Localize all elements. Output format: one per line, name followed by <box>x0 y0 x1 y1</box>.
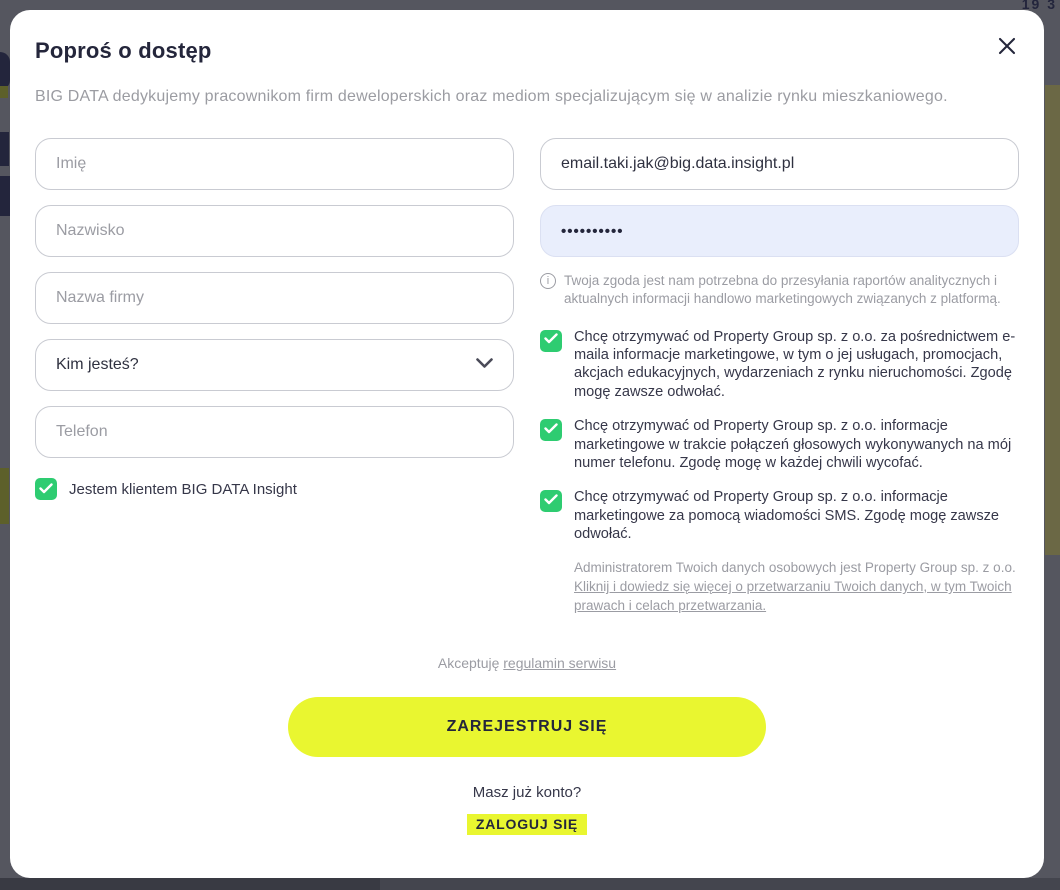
client-checkbox-row <box>35 478 514 500</box>
consent-email-checkbox[interactable] <box>540 330 562 352</box>
background-page-fragment <box>0 176 10 216</box>
registration-form <box>35 138 1019 615</box>
consent-row-phone <box>540 417 1019 472</box>
email-field-wrap <box>540 138 1019 190</box>
phone-input[interactable] <box>56 423 493 441</box>
consent-phone-checkbox[interactable] <box>540 419 562 441</box>
terms-link[interactable]: regulamin serwisu <box>503 655 617 672</box>
page-title: Poproś o dostęp <box>35 38 212 63</box>
chevron-down-icon <box>476 356 493 374</box>
company-field-wrap <box>35 272 514 324</box>
data-processing-link[interactable]: Kliknij i dowiedz się więcej o przetwarzaniu Twoich danych, w tym Twoich prawach i celach przetwarzania. <box>574 579 1012 613</box>
phone-field-wrap <box>35 406 514 458</box>
close-icon <box>995 34 1019 61</box>
background-page-fragment <box>0 468 9 524</box>
register-button[interactable]: ZAREJESTRUJ SIĘ <box>288 697 766 757</box>
consent-phone-label: Chcę otrzymywać od Property Group sp. z o.o. informacje marketingowe w trakcie połączeń głosowych wykonywanych na mój numer telefonu. Zgodę mogę w każdej chwili wycofać. <box>574 418 1012 471</box>
form-right-column <box>540 138 1019 615</box>
password-field[interactable] <box>561 223 998 240</box>
company-input[interactable] <box>56 289 493 307</box>
consent-info-text: Twoja zgoda jest nam potrzebna do przesyłania raportów analitycznych i aktualnych informacji handlowo marketingowych związanych z platformą. <box>564 273 1001 306</box>
role-select[interactable] <box>35 339 514 391</box>
consent-sms-checkbox[interactable] <box>540 490 562 512</box>
form-left-column <box>35 138 514 500</box>
email-field[interactable] <box>561 155 998 173</box>
login-link[interactable]: ZALOGUJ SIĘ <box>467 814 587 835</box>
consent-email-label: Chcę otrzymywać od Property Group sp. z o.o. za pośrednictwem e-maila informacje marketingowe, w tym o jej usługach, promocjach, akcjach edukacyjnych, wydarzeniach z rynku nieruchomości. Zgodę mogę zawsze odwołać. <box>574 328 1016 400</box>
consent-sms-label: Chcę otrzymywać od Property Group sp. z o.o. informacje marketingowe za pomocą wiadomości SMS. Zgodę mogę zawsze odwołać. <box>574 489 1000 542</box>
accept-terms-line <box>25 655 1029 671</box>
last-name-field-wrap <box>35 205 514 257</box>
consent-info-note <box>540 272 1019 308</box>
first-name-field-wrap <box>35 138 514 190</box>
modal-subtitle: BIG DATA dedykujemy pracownikom firm deweloperskich oraz mediom specjalizującym się w analizie rynku mieszkaniowego. <box>35 88 948 105</box>
close-button[interactable] <box>992 32 1022 62</box>
background-page-fragment <box>1045 85 1060 555</box>
checkmark-icon <box>544 421 558 439</box>
password-field-wrap <box>540 205 1019 257</box>
background-page-fragment <box>0 86 8 98</box>
client-checkbox[interactable] <box>35 478 57 500</box>
background-page-fragment <box>0 52 10 90</box>
last-name-input[interactable] <box>56 222 493 240</box>
have-account-text: Masz już konto? <box>472 784 582 802</box>
accept-terms-text: Akceptuję <box>437 655 504 672</box>
checkmark-icon <box>544 492 558 510</box>
background-page-fragment <box>0 132 9 166</box>
background-page-fragment <box>380 878 1060 890</box>
request-access-modal <box>10 10 1044 878</box>
consent-row-sms <box>540 488 1019 543</box>
background-page-fragment-text: 19 3 <box>1021 0 1057 12</box>
background-page-fragment <box>0 878 380 890</box>
checkmark-icon <box>39 481 53 498</box>
consent-row-email <box>540 328 1019 402</box>
client-checkbox-label: Jestem klientem BIG DATA Insight <box>69 480 297 498</box>
modal-header <box>25 30 1029 64</box>
role-select-label: Kim jesteś? <box>56 356 139 373</box>
data-admin-note <box>574 559 1019 615</box>
data-admin-note-text: Administratorem Twoich danych osobowych jest Property Group sp. z o.o. <box>574 560 1016 576</box>
first-name-input[interactable] <box>56 155 493 173</box>
modal-footer <box>25 655 1029 835</box>
checkmark-icon <box>544 331 558 349</box>
info-icon: i <box>540 273 556 289</box>
